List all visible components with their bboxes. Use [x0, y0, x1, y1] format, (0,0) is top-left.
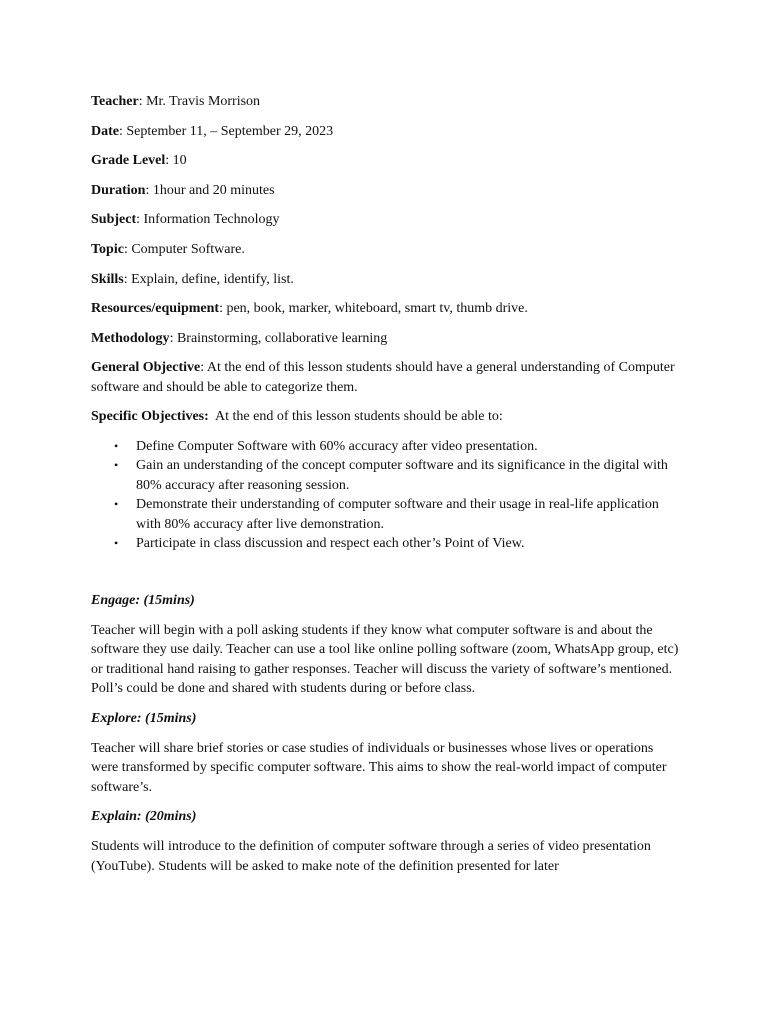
list-item	[114, 534, 683, 554]
resources-value: : pen, book, marker, whiteboard, smart tv, thumb drive.	[219, 301, 528, 317]
duration-value: : 1hour and 20 minutes	[145, 182, 275, 198]
methodology-value: : Brainstorming, collaborative learning	[169, 330, 388, 346]
engage-heading: Engage: (15mins)	[91, 592, 195, 608]
grade-level-label: Grade Level	[91, 153, 166, 169]
topic-label: Topic	[91, 241, 124, 257]
duration-line	[91, 181, 683, 200]
list-item	[114, 495, 683, 534]
duration-label: Duration	[91, 182, 146, 198]
explore-text: Teacher will share brief stories or case studies of individuals or businesses whose lives or operations were transformed by specific computer software. This aims to show the real-world impact of computer software’s.	[91, 740, 667, 795]
specific-objectives-intro: At the end of this lesson students should be able to:	[208, 409, 503, 425]
subject-line	[91, 210, 683, 229]
teacher-label: Teacher	[91, 94, 139, 109]
methodology-line	[91, 329, 683, 348]
skills-label: Skills	[91, 271, 124, 287]
specific-objectives-heading	[91, 407, 683, 426]
section-spacer	[91, 554, 683, 591]
topic-line	[91, 240, 683, 259]
teacher-line	[91, 92, 683, 111]
topic-value: : Computer Software.	[123, 241, 245, 257]
list-item	[114, 456, 683, 495]
grade-level-line	[91, 151, 683, 170]
bullet-icon: •	[114, 536, 119, 551]
engage-text: Teacher will begin with a poll asking students if they know what computer software is and about the software they use daily. Teacher can use a tool like online polling software (zoom, WhatsApp group, etc) or traditional hand raising to gather responses. Teacher will discuss the variety of software’s mentioned. Poll’s could be done and shared with students during or before class.	[91, 622, 679, 697]
general-objective	[91, 358, 683, 397]
teacher-value: : Mr. Travis Morrison	[138, 94, 261, 109]
list-item	[114, 437, 683, 457]
bullet-icon: •	[114, 497, 119, 512]
date-line	[91, 122, 683, 141]
objective-text: Define Computer Software with 60% accuracy after video presentation.	[136, 438, 538, 454]
skills-line	[91, 270, 683, 289]
date-label: Date	[91, 123, 119, 139]
objective-text: Gain an understanding of the concept computer software and its significance in the digital with 80% accuracy after reasoning session.	[136, 458, 668, 493]
general-objective-text: : At the end of this lesson students should have a general understanding of Computer software and should be able to categorize them.	[91, 360, 675, 395]
objective-text: Participate in class discussion and respect each other’s Point of View.	[136, 536, 525, 552]
grade-level-value: : 10	[165, 153, 187, 169]
specific-objectives-label: Specific Objectives:	[91, 409, 209, 425]
explain-heading: Explain: (20mins)	[91, 809, 197, 825]
bullet-icon: •	[114, 438, 119, 453]
date-value: : September 11, – September 29, 2023	[119, 123, 334, 139]
subject-value: : Information Technology	[136, 212, 280, 228]
resources-label: Resources/equipment	[91, 301, 220, 317]
specific-objectives-list	[91, 437, 683, 554]
resources-line	[91, 299, 683, 318]
objective-text: Demonstrate their understanding of computer software and their usage in real-life application with 80% accuracy after live demonstration.	[136, 497, 659, 532]
general-objective-label: General Objective	[91, 360, 201, 376]
skills-value: : Explain, define, identify, list.	[123, 271, 294, 287]
subject-label: Subject	[91, 212, 137, 228]
bullet-icon: •	[114, 458, 119, 473]
lesson-plan-content	[91, 92, 683, 876]
methodology-label: Methodology	[91, 330, 170, 346]
explore-heading: Explore: (15mins)	[91, 710, 197, 726]
explain-text: Students will introduce to the definition of computer software through a series of video presentation (YouTube). Students will be asked to make note of the definition presented for later	[91, 839, 651, 874]
